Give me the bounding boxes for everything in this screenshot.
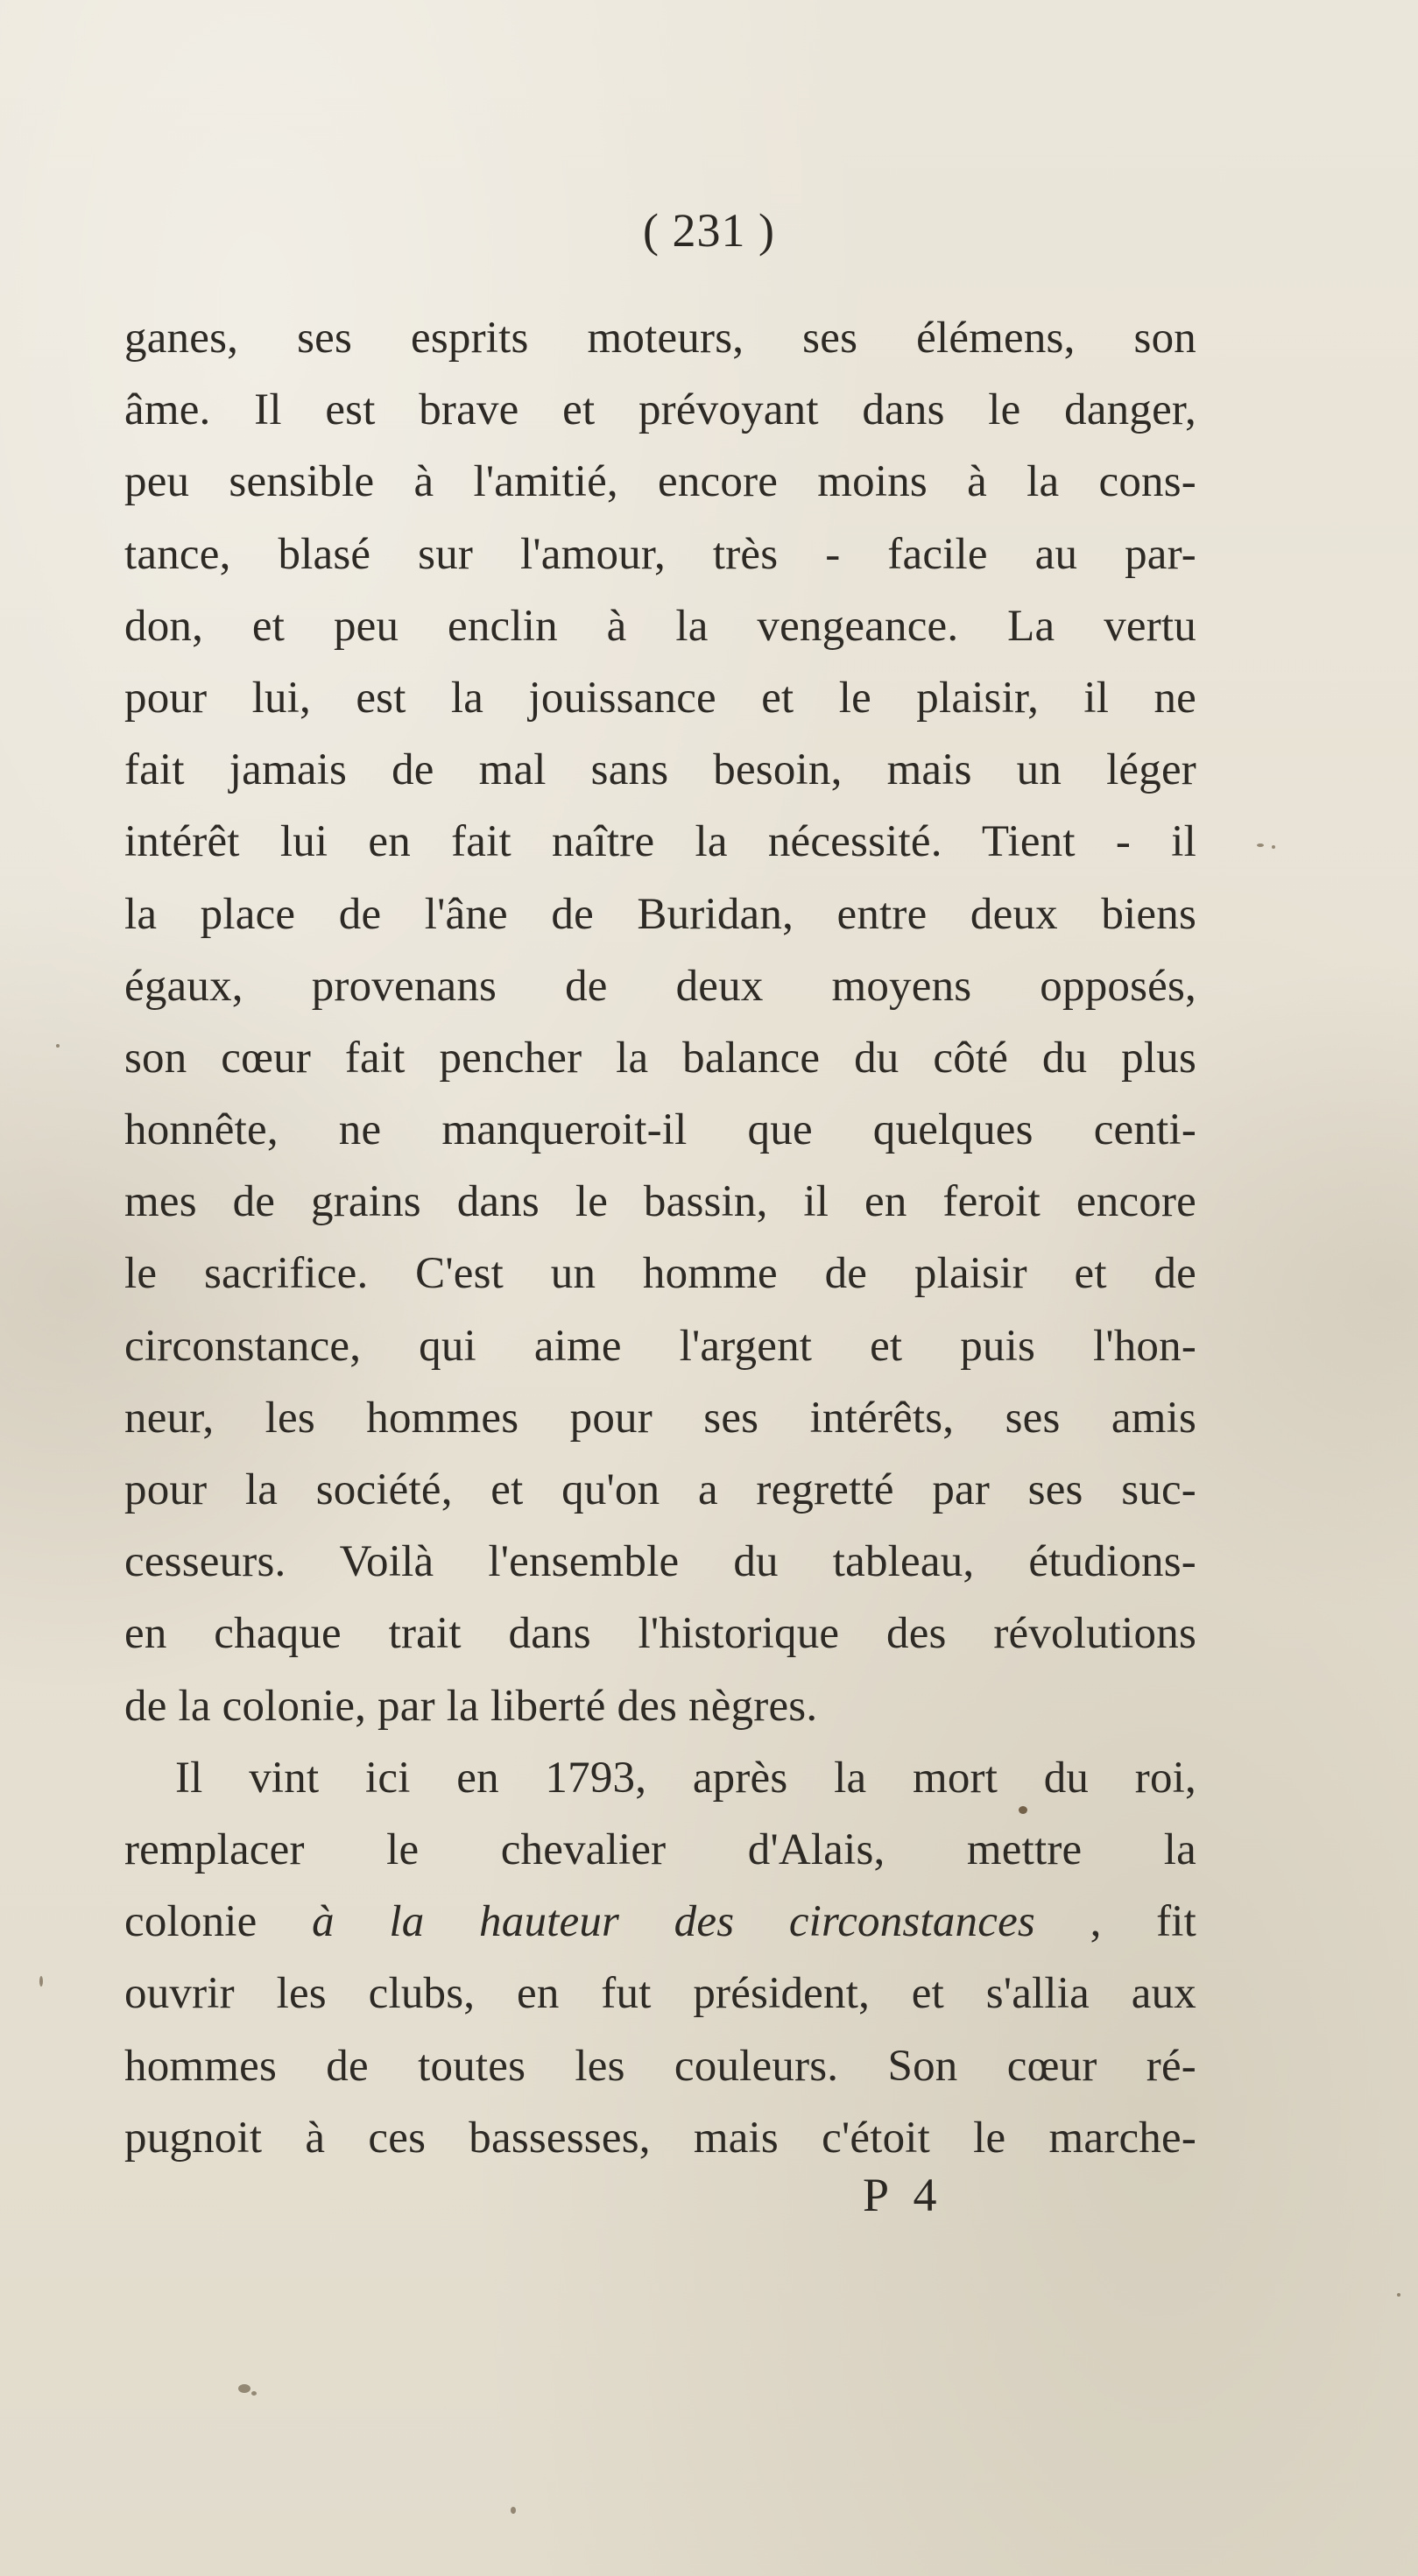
text-line-17: pour la société, et qu'on a regretté par ses suc-	[124, 1465, 1196, 1514]
paper-speck	[238, 2384, 250, 2393]
text-line-23	[124, 1886, 1196, 1958]
text-line-15: circonstance, qui aime l'argent et puis l'hon-	[124, 1321, 1196, 1371]
paper-speck	[1272, 845, 1275, 849]
paper-speck	[56, 1044, 60, 1048]
text-line-3: peu sensible à l'amitié, encore moins à la cons-	[124, 457, 1196, 507]
paper-speck	[251, 2391, 257, 2396]
text-line-8: intérêt lui en fait naître la nécessité. Tient - il	[124, 817, 1196, 867]
page-number-header: ( 231 )	[643, 204, 775, 257]
text-line-9: la place de l'âne de Buridan, entre deux biens	[124, 889, 1196, 939]
text-line-16: neur, les hommes pour ses intérêts, ses amis	[124, 1393, 1196, 1443]
paper-speck	[1397, 2293, 1400, 2297]
text-line-10: égaux, provenans de deux moyens opposés,	[124, 961, 1196, 1011]
text-line-14: le sacrifice. C'est un homme de plaisir et de	[124, 1249, 1196, 1299]
text-line-24: ouvrir les clubs, en fut président, et s'allia aux	[124, 1969, 1196, 2019]
text-line-4: tance, blasé sur l'amour, très - facile au par-	[124, 529, 1196, 579]
text-line-20: de la colonie, par la liberté des nègres.	[124, 1681, 818, 1731]
text-line-23-start: colonie	[124, 1897, 257, 1947]
ink-blot	[1019, 1806, 1027, 1814]
text-line-5: don, et peu enclin à la vengeance. La vertu	[124, 601, 1196, 651]
paper-speck	[39, 1976, 43, 1987]
text-line-22: remplacer le chevalier d'Alais, mettre la	[124, 1824, 1196, 1874]
text-line-6: pour lui, est la jouissance et le plaisir, il ne	[124, 673, 1196, 723]
printer-signature-mark: P 4	[863, 2169, 944, 2221]
paper-speck	[1257, 843, 1264, 847]
text-line-23-end: , fit	[1090, 1897, 1197, 1947]
text-line-7: fait jamais de mal sans besoin, mais un léger	[124, 745, 1196, 795]
text-line-11: son cœur fait pencher la balance du côté du plus	[124, 1033, 1196, 1083]
text-line-13: mes de grains dans le bassin, il en feroit encore	[124, 1177, 1196, 1227]
text-line-1: ganes, ses esprits moteurs, ses élémens, son	[124, 314, 1196, 363]
text-line-25: hommes de toutes les couleurs. Son cœur ré-	[124, 2041, 1196, 2091]
text-line-12: honnête, ne manqueroit-il que quelques centi-	[124, 1105, 1196, 1155]
italic-phrase: à la hauteur des circonstances	[312, 1897, 1035, 1947]
paper-speck	[511, 2507, 516, 2514]
text-line-18: cesseurs. Voilà l'ensemble du tableau, étudions-	[124, 1537, 1196, 1587]
text-line-21: Il vint ici en 1793, après la mort du roi,	[175, 1753, 1196, 1803]
main-text-block	[124, 302, 1196, 2174]
text-line-2: âme. Il est brave et prévoyant dans le danger,	[124, 385, 1196, 435]
text-line-19: en chaque trait dans l'historique des révolutions	[124, 1609, 1196, 1659]
text-line-26: pugnoit à ces bassesses, mais c'étoit le marche-	[124, 2113, 1196, 2163]
